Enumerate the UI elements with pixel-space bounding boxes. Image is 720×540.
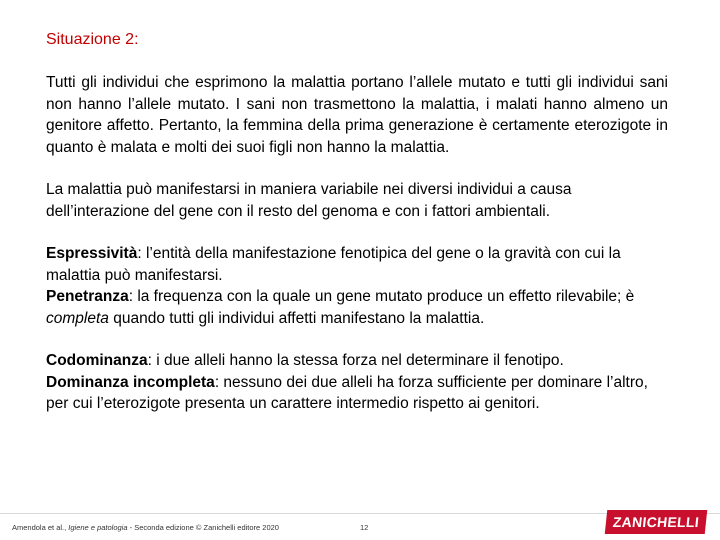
footer-authors: Amendola et al., [12,523,67,532]
footer-edition: - Seconda edizione © Zanichelli editore 2020 [129,523,279,532]
definition-penetranza-text-1: : la frequenza con la quale un gene mutato produce un effetto rilevabile; è [128,288,635,305]
zanichelli-logo [605,510,708,534]
slide-title: Situazione 2: [46,31,139,48]
term-dominanza-incompleta: Dominanza incompleta [46,373,215,391]
definition-espressivita-text: : l’entità della manifestazione fenotipica del gene o la gravità con cui la malattia può manifestarsi. [46,245,621,284]
definition-dominanza-incompleta-text: : nessuno dei due alleli ha forza sufficiente per dominare l’altro, per cui l’eterozigote presenta un carattere intermedio rispetto ai genitori. [46,373,648,412]
term-penetranza: Penetranza [46,288,129,305]
logo-text: ZANICHELLI [612,514,700,530]
definition-penetranza-italic: completa [46,309,109,327]
definition-penetranza-text-2: quando tutti gli individui affetti manifestano la malattia. [108,309,485,327]
paragraph-situazione: Tutti gli individui che esprimono la malattia portano l’allele mutato e tutti gli individui sani non hanno l’allele mutato. I sani non trasmettono la malattia, i malati hanno almeno un genitore affetto. Pertanto, la femmina della prima generazione è certamente eterozigote in quanto è malata e molti dei suoi figli non hanno la malattia. [46,74,668,156]
term-codominanza: Codominanza [46,352,148,369]
paragraph-variabilita: La malattia può manifestarsi in maniera variabile nei diversi individui a causa dell’interazione del gene con il resto del genoma e con i fattori ambientali. [46,181,572,220]
definition-dominanza-incompleta [46,372,668,415]
definition-espressivita [46,243,668,286]
definition-codominanza [46,350,668,372]
footer-book-title: Igiene e patologia [68,523,128,532]
slide-content [46,72,668,415]
definition-codominanza-text: : i due alleli hanno la stessa forza nel determinare il fenotipo. [147,352,564,369]
term-espressivita: Espressività [46,245,138,262]
footer-citation [12,523,279,533]
page-number: 12 [360,523,369,532]
definition-penetranza [46,286,668,329]
